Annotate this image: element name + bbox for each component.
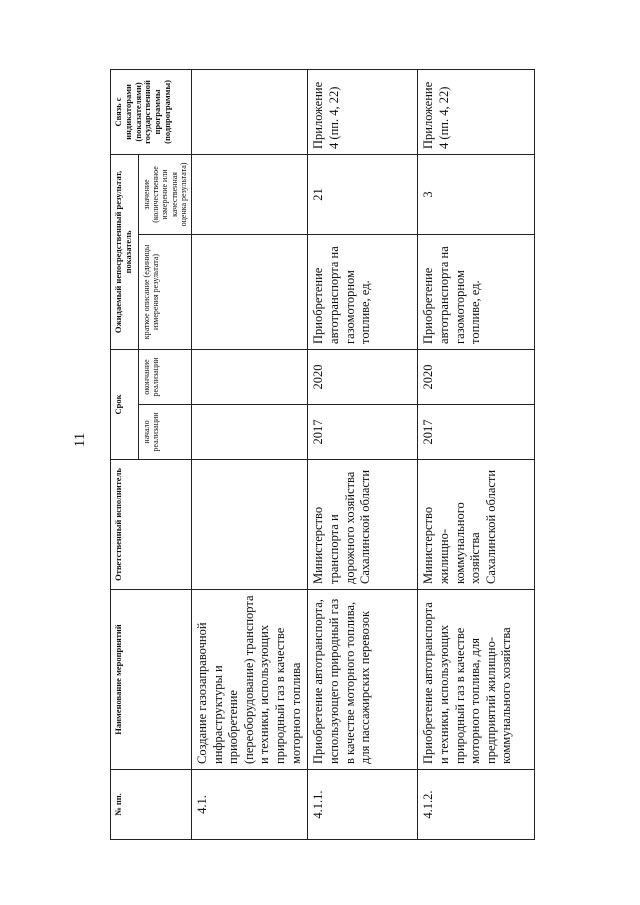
- row-end: 2020: [418, 349, 535, 404]
- row-name: Приобретение автотранспорта, использующего природный газ в качестве моторного топлива, для пассажирских перевозок: [308, 590, 418, 770]
- header-term: Срок: [111, 349, 139, 459]
- row-link: [191, 69, 307, 154]
- table-row: [418, 69, 535, 839]
- row-end: [191, 349, 307, 404]
- row-link: Приложение 4 (пп. 4, 22): [308, 69, 418, 154]
- row-value: 21: [308, 154, 418, 234]
- header-term-start: начало реализации: [139, 405, 192, 460]
- row-end: 2020: [308, 349, 418, 404]
- header-num: № пп.: [111, 770, 192, 840]
- header-name: Наименование мероприятий: [111, 590, 192, 770]
- row-num: 4.1.1.: [308, 770, 418, 840]
- row-start: [191, 405, 307, 460]
- row-desc: Приобретение автотранспорта на газомоторном топливе, ед.: [418, 234, 535, 349]
- row-num: 4.1.2.: [418, 770, 535, 840]
- header-link: Связь с индикаторами (показателями) государственной программы (подпрограммы): [111, 69, 192, 154]
- page-number: 11: [71, 432, 88, 448]
- header-term-end: окончание реализации: [139, 349, 192, 404]
- row-start: 2017: [308, 405, 418, 460]
- row-executor: Министерство жилищно-коммунального хозяйства Сахалинской области: [418, 460, 535, 590]
- table-row: [308, 69, 418, 839]
- row-value: [191, 154, 307, 234]
- row-desc: [191, 234, 307, 349]
- row-executor: Министерство транспорта и дорожного хозяйства Сахалинской области: [308, 460, 418, 590]
- activities-table: [110, 69, 535, 840]
- row-desc: Приобретение автотранспорта на газомоторном топливе, ед.: [308, 234, 418, 349]
- header-result-value: значение (количественное измерение или качественная оценка результата): [139, 154, 192, 234]
- header-result-desc: краткое описание (единицы измерения результата): [139, 234, 192, 349]
- row-value: 3: [418, 154, 535, 234]
- table-row: [191, 69, 307, 839]
- row-name: Создание газозаправочной инфраструктуры и приобретение (переоборудование) транспорта и техники, использующих природный газ в качестве моторного топлива: [191, 590, 307, 770]
- header-result: Ожидаемый непосредственный результат, показатель: [111, 154, 139, 349]
- header-executor: Ответственный исполнитель: [111, 460, 192, 590]
- row-executor: [191, 460, 307, 590]
- row-name: Приобретение автотранспорта и техники, использующих природный газ в качестве моторного топлива, для предприятий жилищно-коммунального хозяйства: [418, 590, 535, 770]
- row-num: 4.1.: [191, 770, 307, 840]
- rotated-table-container: [110, 70, 525, 840]
- row-link: Приложение 4 (пп. 4, 22): [418, 69, 535, 154]
- row-start: 2017: [418, 405, 535, 460]
